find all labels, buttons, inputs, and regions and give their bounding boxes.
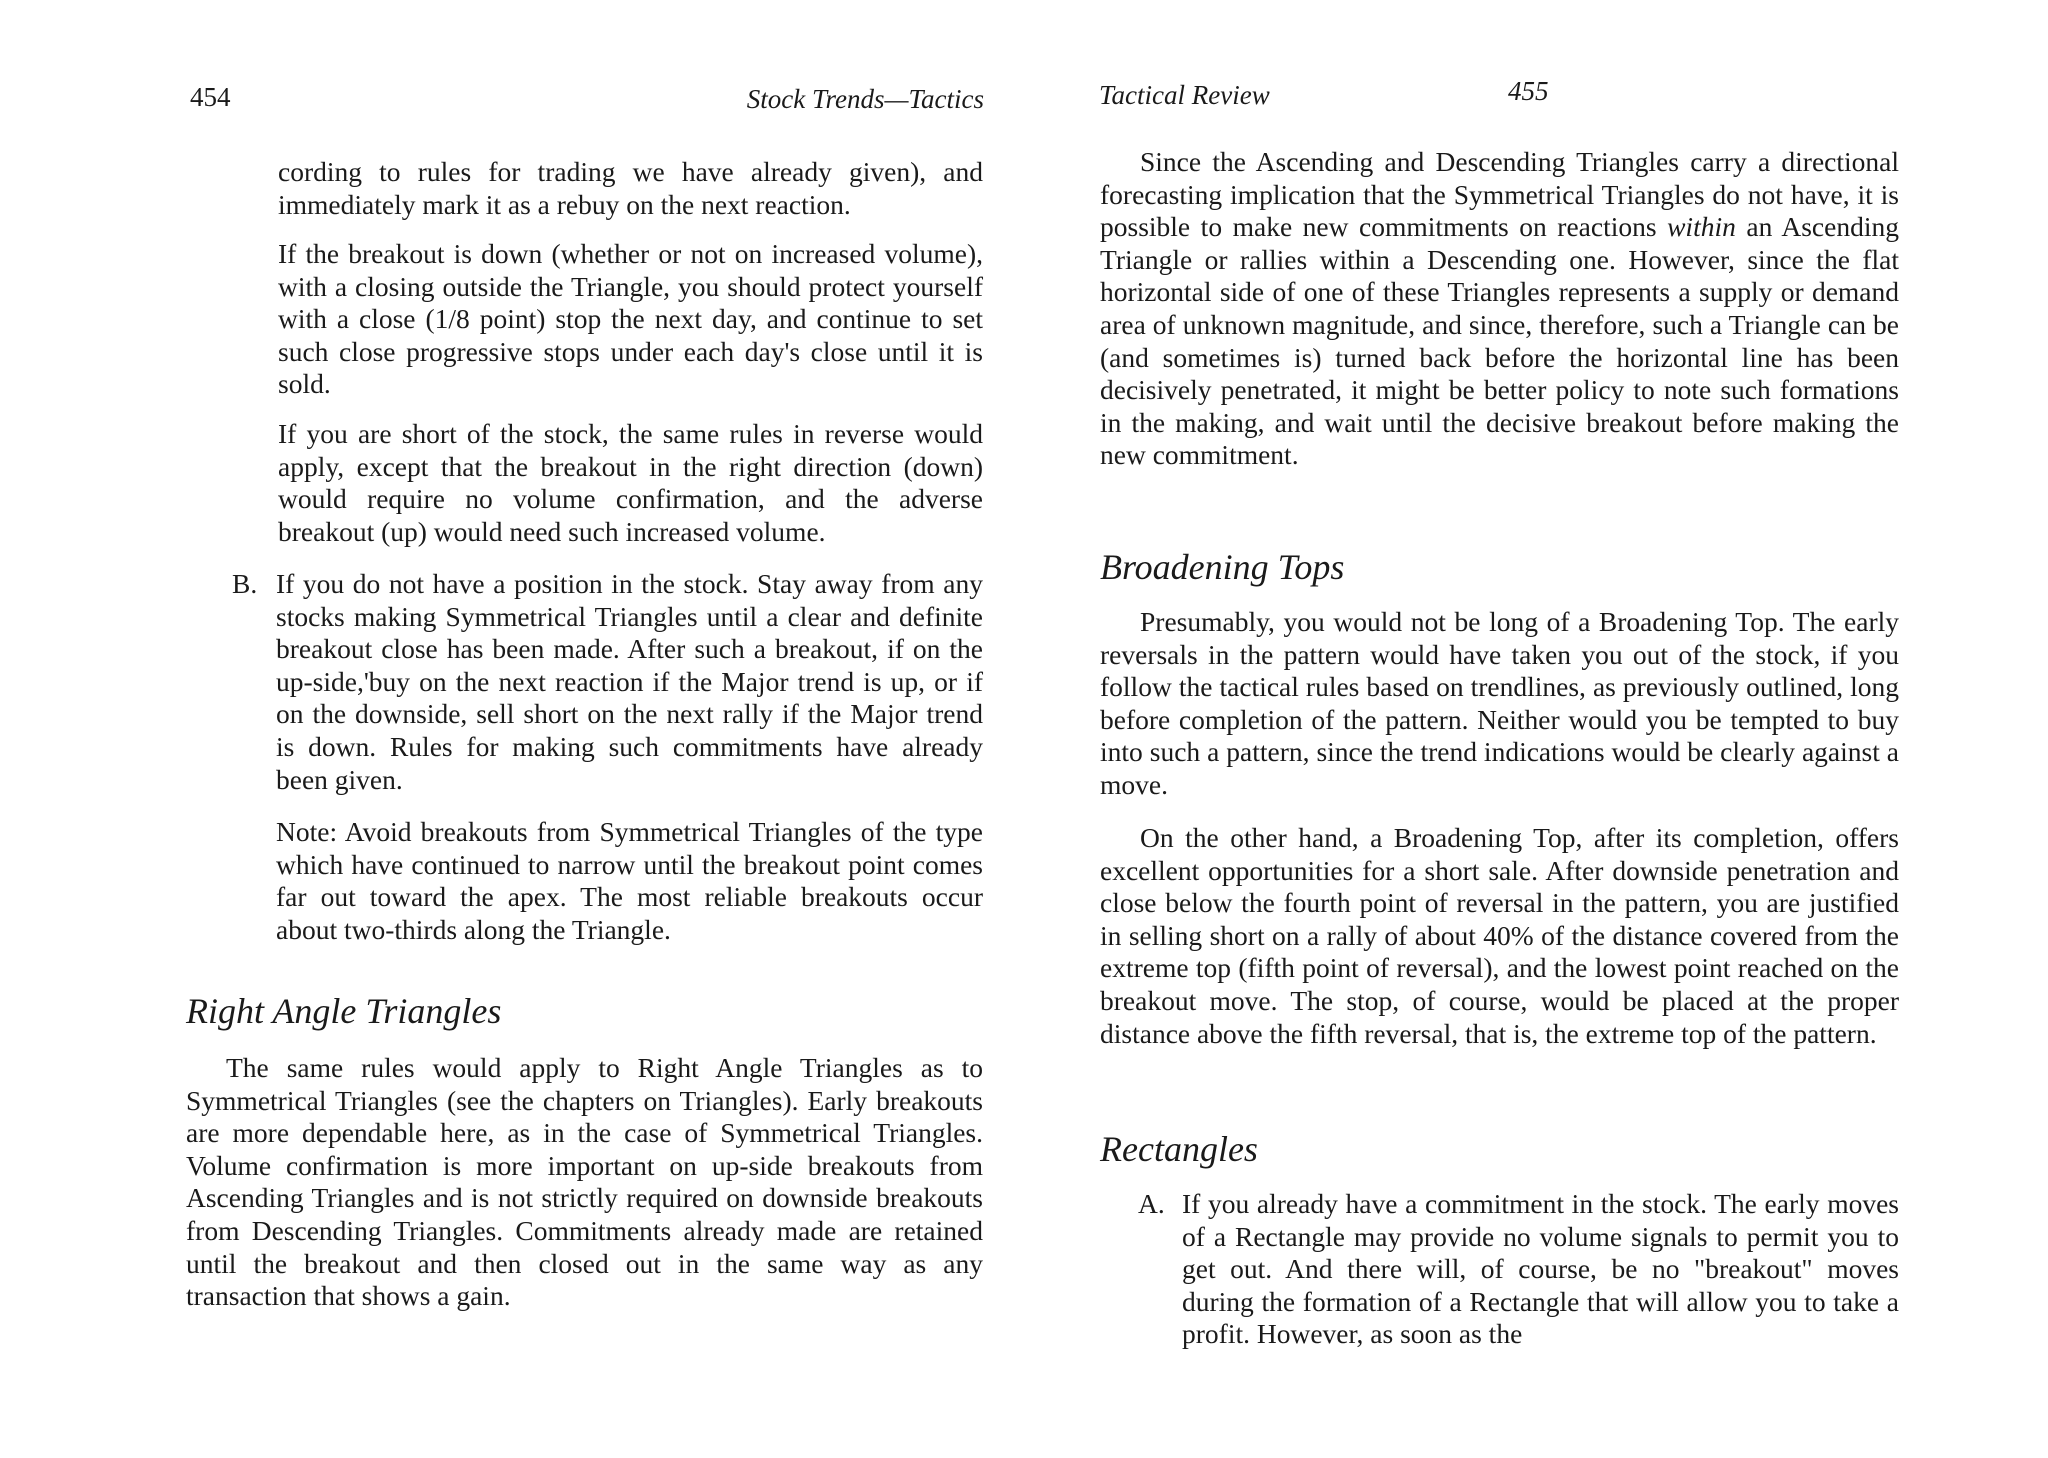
page-number: 455: [1508, 76, 1549, 106]
paragraph: If you are short of the stock, the same rules in reverse would apply, except that the breakout in the right direction (down) would require no volume confirmation, and the adverse breakout (up) would need such increased volume.: [278, 418, 983, 547]
section-heading: Rectangles: [1100, 1129, 1258, 1169]
list-marker: A.: [1138, 1188, 1165, 1219]
running-head: Tactical Review: [1099, 80, 1270, 110]
right-page: [1024, 0, 2048, 1458]
list-item-text: If you already have a commitment in the stock. The early moves of a Rectangle may provide no volume signals to permit you to get out. And there will, of course, be no "breakout" moves during the formation of a Rectangle that will allow you to take a profit. However, as soon as the: [1182, 1188, 1899, 1350]
paragraph: On the other hand, a Broadening Top, after its completion, offers excellent opportunities for a short sale. After downside penetration and close below the fourth point of reversal in the pattern, you are justified in selling short on a rally of about 40% of the distance covered from the extreme top (fifth point of reversal), and the lowest point reached on the breakout move. The stop, of course, would be placed at the proper distance above the fifth reversal, that is, the extreme top of the pattern.: [1100, 822, 1899, 1049]
section-heading: Broadening Tops: [1100, 547, 1345, 587]
paragraph: If the breakout is down (whether or not on increased volume), with a closing outside the Triangle, you should protect yourself with a close (1/8 point) stop the next day, and continue to set such close progressive stops under each day's close until it is sold.: [278, 238, 983, 400]
paragraph: The same rules would apply to Right Angle Triangles as to Symmetrical Triangles (see the chapters on Triangles). Early breakouts are more dependable here, as in the case of Symmetrical Triangles. Volume confirmation is more important on up-side breakouts from Ascending Triangles and is not strictly required on downside breakouts from Descending Triangles. Commitments already made are retained until the breakout and then closed out in the same way as any transaction that shows a gain.: [186, 1052, 983, 1312]
emphasis: within: [1667, 211, 1736, 243]
page-number: 454: [190, 82, 231, 112]
paragraph: Presumably, you would not be long of a Broadening Top. The early reversals in the pattern would have taken you out of the stock, if you follow the tactical rules based on trendlines, as previously outlined, long before completion of the pattern. Neither would you be tempted to buy into such a pattern, since the trend indications would be clearly against a move.: [1100, 606, 1899, 800]
running-head: Stock Trends—Tactics: [746, 84, 984, 114]
list-marker: B.: [232, 568, 258, 599]
section-heading: Right Angle Triangles: [186, 991, 502, 1031]
paragraph: Since the Ascending and Descending Triangles carry a directional forecasting implication that the Symmetrical Triangles do not have, it is possible to make new commitments on reactions within an Ascending Triangle or rallies within a Descending one. However, since the flat horizontal side of one of these Triangles represents a supply or demand area of unknown magnitude, and since, therefore, such a Triangle can be (and sometimes is) turned back before the horizontal line has been decisively penetrated, it might be better policy to note such formations in the making, and wait until the decisive breakout before making the new commitment.: [1100, 146, 1899, 471]
list-item-text: If you do not have a position in the stock. Stay away from any stocks making Symmetrical Triangles until a clear and definite breakout close has been made. After such a breakout, if on the up-side,'buy on the next reaction if the Major trend is up, or if on the downside, sell short on the next rally if the Major trend is down. Rules for making such commitments have already been given.: [276, 568, 983, 795]
paragraph: cording to rules for trading we have already given), and immediately mark it as a rebuy on the next reaction.: [278, 156, 983, 220]
note-paragraph: Note: Avoid breakouts from Symmetrical Triangles of the type which have continued to narrow until the breakout point comes far out toward the apex. The most reliable breakouts occur about two-thirds along the Triangle.: [276, 816, 983, 945]
